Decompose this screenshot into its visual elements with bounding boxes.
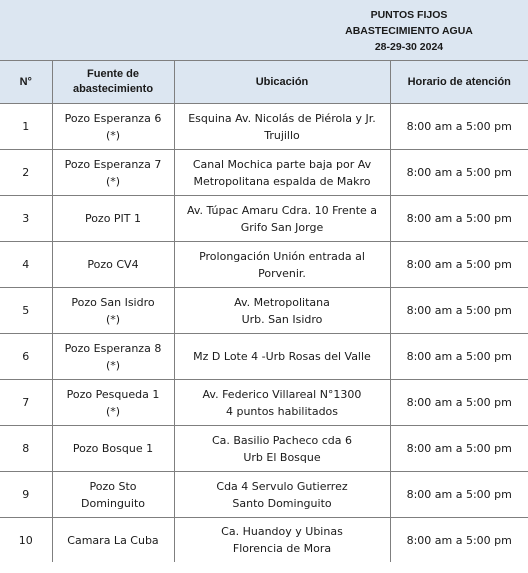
cell-horario [390, 288, 528, 334]
cell-ubicacion [174, 518, 390, 563]
header-fuente-line2: abastecimiento [72, 83, 154, 95]
cell-ubicacion-ubic1: Cda 4 Servulo Gutierrez [216, 479, 348, 493]
cell-horario [390, 426, 528, 472]
header-horario: Horario de atención [390, 61, 528, 104]
cell-fuente-fuente2: (*) [105, 404, 121, 418]
table-row [0, 104, 528, 150]
cell-fuente-fuente1: Pozo CV4 [87, 258, 139, 271]
cell-fuente [52, 104, 174, 150]
cell-ubicacion-ubic1: Mz D Lote 4 -Urb Rosas del Valle [193, 350, 371, 363]
cell-fuente-fuente1: Pozo Pesqueda 1 [66, 387, 160, 401]
table-row [0, 380, 528, 426]
cell-fuente-fuente1: Pozo PIT 1 [84, 212, 142, 225]
cell-num [0, 426, 52, 472]
cell-num [0, 150, 52, 196]
cell-ubicacion [174, 426, 390, 472]
cell-num [0, 104, 52, 150]
cell-fuente [52, 242, 174, 288]
cell-fuente [52, 380, 174, 426]
cell-num [0, 196, 52, 242]
table-row [0, 518, 528, 563]
cell-ubicacion [174, 104, 390, 150]
banner-line-3: 28-29-30 2024 [374, 41, 444, 53]
table-header-row [0, 61, 528, 104]
cell-ubicacion-ubic2: Florencia de Mora [232, 542, 332, 555]
cell-num-num: 2 [22, 166, 30, 179]
cell-horario [390, 472, 528, 518]
table-row [0, 334, 528, 380]
cell-ubicacion-ubic1: Av. Túpac Amaru Cdra. 10 Frente a [186, 203, 378, 217]
table-row [0, 242, 528, 288]
cell-ubicacion [174, 242, 390, 288]
cell-horario [390, 518, 528, 563]
cell-ubicacion-ubic1: Ca. Basilio Pacheco cda 6 [211, 433, 353, 447]
cell-num-num: 7 [22, 396, 30, 409]
cell-fuente-fuente2: (*) [105, 358, 121, 372]
header-fuente-line1: Fuente de [87, 68, 139, 80]
cell-ubicacion-ubic2: Metropolitana espalda de Makro [193, 174, 371, 188]
cell-ubicacion [174, 472, 390, 518]
cell-fuente [52, 472, 174, 518]
cell-num-num: 6 [22, 350, 30, 363]
cell-horario [390, 242, 528, 288]
table-row [0, 426, 528, 472]
table-row [0, 472, 528, 518]
cell-ubicacion-ubic2: Grifo San Jorge [240, 220, 324, 234]
cell-num-num: 1 [22, 120, 30, 133]
cell-fuente [52, 426, 174, 472]
cell-fuente-fuente1: Pozo San Isidro [71, 295, 155, 309]
cell-ubicacion [174, 196, 390, 242]
cell-fuente-fuente1: Pozo Esperanza 7 [64, 157, 162, 171]
cell-num-num: 5 [22, 304, 30, 317]
cell-ubicacion [174, 150, 390, 196]
cell-horario-horario: 8:00 am a 5:00 pm [406, 442, 512, 455]
cell-num-num: 4 [22, 258, 30, 271]
banner-line-2: ABASTECIMIENTO AGUA [345, 25, 473, 37]
cell-num-num: 3 [22, 212, 30, 225]
cell-num [0, 472, 52, 518]
cell-ubicacion-ubic1: Esquina Av. Nicolás de Piérola y Jr. [188, 111, 376, 125]
cell-fuente-fuente1: Pozo Esperanza 6 [64, 111, 162, 125]
cell-num [0, 380, 52, 426]
cell-horario [390, 104, 528, 150]
cell-num-num: 9 [22, 488, 30, 501]
cell-ubicacion-ubic1: Av. Metropolitana [234, 295, 330, 309]
cell-fuente [52, 288, 174, 334]
cell-horario-horario: 8:00 am a 5:00 pm [406, 304, 512, 317]
cell-horario-horario: 8:00 am a 5:00 pm [406, 350, 512, 363]
cell-fuente-fuente2: (*) [105, 312, 121, 326]
cell-horario-horario: 8:00 am a 5:00 pm [406, 120, 512, 133]
cell-fuente [52, 150, 174, 196]
cell-num [0, 518, 52, 563]
cell-ubicacion-ubic2: Porvenir. [258, 266, 306, 280]
cell-horario-horario: 8:00 am a 5:00 pm [406, 212, 512, 225]
cell-fuente-fuente1: Camara La Cuba [67, 533, 159, 547]
cell-horario-horario: 8:00 am a 5:00 pm [406, 396, 512, 409]
banner-line-1: PUNTOS FIJOS [370, 9, 448, 21]
cell-fuente-fuente2: (*) [105, 128, 121, 142]
cell-fuente-fuente2: (*) [105, 174, 121, 188]
cell-horario-horario: 8:00 am a 5:00 pm [406, 258, 512, 271]
cell-ubicacion-ubic1: Canal Mochica parte baja por Av [192, 157, 372, 171]
cell-num [0, 288, 52, 334]
banner-title [290, 7, 528, 55]
title-banner [0, 0, 528, 60]
cell-ubicacion-ubic1: Prolongación Unión entrada al [199, 249, 365, 263]
cell-fuente-fuente1: Pozo Bosque 1 [72, 442, 154, 455]
cell-num [0, 242, 52, 288]
header-fuente [52, 61, 174, 104]
cell-horario [390, 150, 528, 196]
cell-fuente [52, 518, 174, 563]
cell-horario [390, 380, 528, 426]
table-row [0, 150, 528, 196]
cell-ubicacion-ubic2: 4 puntos habilitados [225, 404, 339, 418]
table-row [0, 196, 528, 242]
cell-num [0, 334, 52, 380]
cell-num-num: 10 [18, 533, 33, 547]
cell-fuente-fuente1: Pozo Esperanza 8 [64, 341, 162, 355]
cell-fuente [52, 196, 174, 242]
header-num: N° [0, 61, 52, 104]
cell-fuente-fuente1: Pozo Sto Dominguito [81, 479, 145, 510]
cell-ubicacion [174, 380, 390, 426]
cell-ubicacion-ubic1: Ca. Huandoy y Ubinas [221, 525, 343, 538]
table-row [0, 288, 528, 334]
cell-horario-horario: 8:00 am a 5:00 pm [406, 488, 512, 501]
cell-ubicacion-ubic2: Santo Dominguito [232, 496, 332, 510]
cell-horario-horario: 8:00 am a 5:00 pm [406, 533, 512, 547]
supply-points-table [0, 60, 528, 562]
cell-ubicacion [174, 334, 390, 380]
cell-horario-horario: 8:00 am a 5:00 pm [406, 166, 512, 179]
cell-ubicacion [174, 288, 390, 334]
cell-horario [390, 196, 528, 242]
cell-num-num: 8 [22, 442, 30, 455]
cell-horario [390, 334, 528, 380]
cell-ubicacion-ubic2: Urb El Bosque [243, 450, 321, 464]
cell-fuente [52, 334, 174, 380]
header-ubicacion: Ubicación [174, 61, 390, 104]
cell-ubicacion-ubic2: Urb. San Isidro [241, 312, 323, 326]
cell-ubicacion-ubic1: Av. Federico Villareal N°1300 [202, 387, 362, 401]
cell-ubicacion-ubic2: Trujillo [264, 128, 300, 142]
